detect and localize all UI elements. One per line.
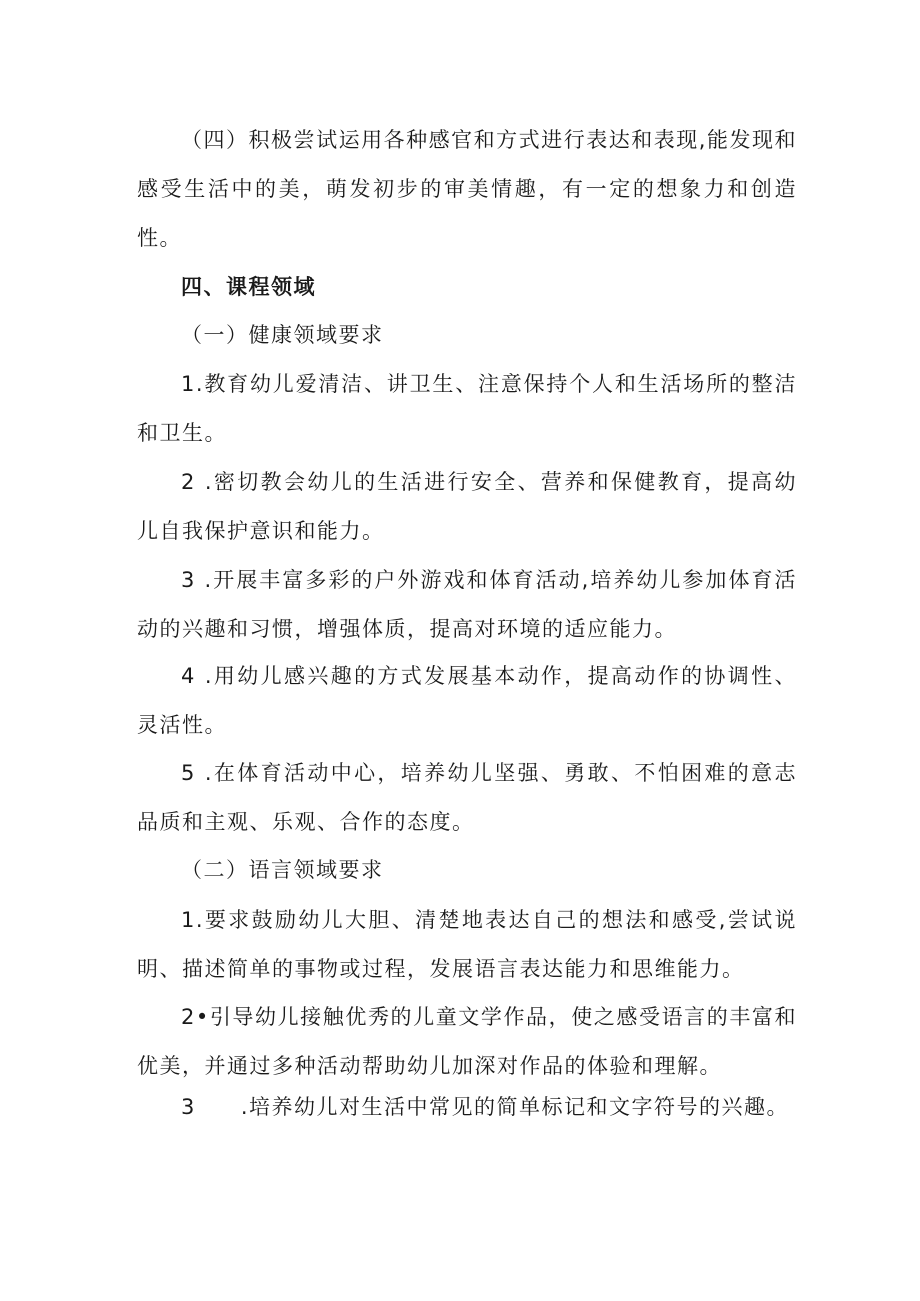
subsection-title-health: （一）健康领域要求	[181, 323, 384, 347]
health-item-2: 2 .密切教会幼儿的生活进行安全、营养和保健教育，提高幼儿自我保护意识和能力。	[137, 470, 797, 543]
language-item-1: 1.要求鼓励幼儿大胆、清楚地表达自己的想法和感受,尝试说明、描述简单的事物或过程，发展语言表达能力和思维能力。	[137, 908, 797, 981]
paragraph-aesthetic-goal: （四）积极尝试运用各种感官和方式进行表达和表现,能发现和感受生活中的美，萌发初步的审美情趣，有一定的想象力和创造性。	[137, 128, 797, 250]
language-item-2: 2•引导幼儿接触优秀的儿童文学作品，使之感受语言的丰富和优美，并通过多种活动帮助幼儿加深对作品的体验和理解。	[137, 1005, 797, 1078]
health-item-3: 3 .开展丰富多彩的户外游戏和体育活动,培养幼儿参加体育活动的兴趣和习惯，增强体质，提高对环境的适应能力。	[137, 568, 797, 641]
subsection-title-language: （二）语言领域要求	[181, 858, 384, 882]
health-item-5: 5 .在体育活动中心，培养幼儿坚强、勇敢、不怕困难的意志品质和主观、乐观、合作的态度。	[137, 761, 797, 834]
section-title-course-domains: 四、课程领域	[181, 275, 316, 299]
language-item-3: 3 .培养幼儿对生活中常见的简单标记和文字符号的兴趣。	[181, 1095, 790, 1119]
health-item-4: 4 .用幼儿感兴趣的方式发展基本动作，提高动作的协调性、灵活性。	[137, 664, 797, 737]
health-item-1: 1.教育幼儿爱清洁、讲卫生、注意保持个人和生活场所的整洁和卫生。	[137, 372, 797, 445]
